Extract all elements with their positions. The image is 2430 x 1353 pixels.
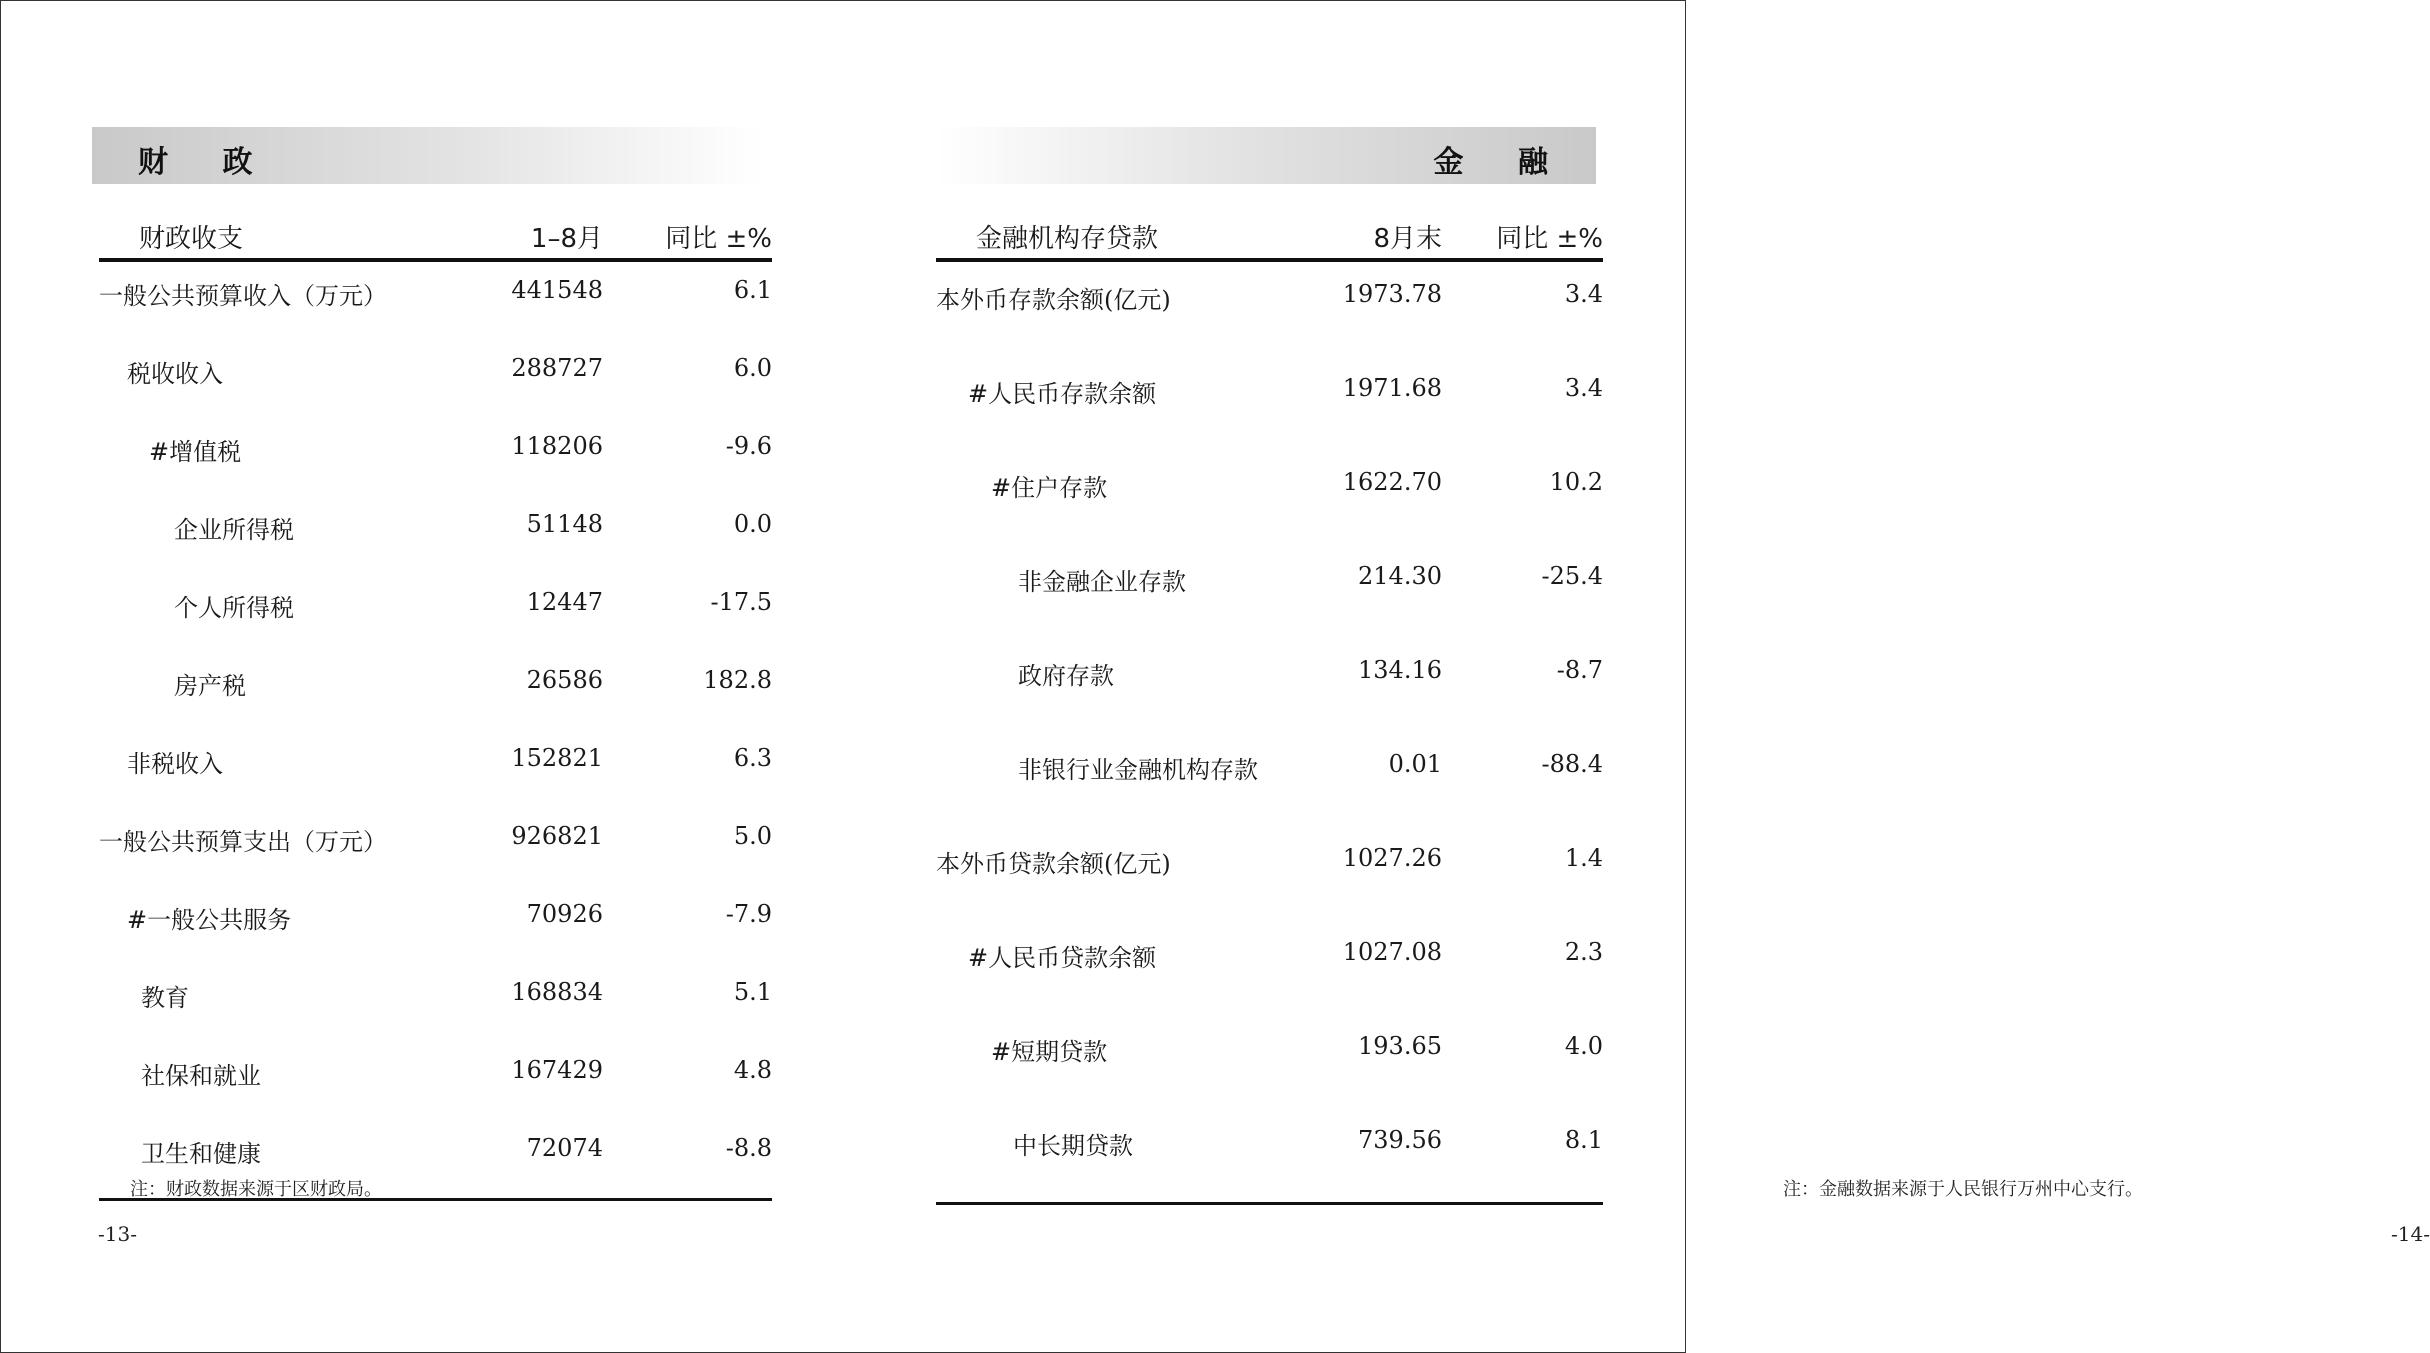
- section-banner-banking: [936, 127, 1596, 184]
- row-name: 个人所得税: [174, 594, 294, 622]
- table-row: [936, 544, 1603, 638]
- row-value: 288727: [511, 354, 603, 382]
- row-name: 中长期贷款: [1013, 1132, 1133, 1160]
- table-row: [99, 340, 772, 418]
- row-pct: 182.8: [703, 666, 772, 694]
- row-value: 12447: [526, 588, 603, 616]
- row-name: #人民币存款余额: [968, 380, 1157, 408]
- row-name: 房产税: [174, 672, 246, 700]
- row-pct: 6.3: [733, 744, 772, 772]
- row-pct: 3.4: [1564, 280, 1603, 308]
- row-value: 51148: [526, 510, 603, 538]
- table-row: [936, 262, 1603, 356]
- table-header: [936, 214, 1603, 262]
- row-value: 134.16: [1358, 656, 1442, 684]
- row-name: 政府存款: [1018, 662, 1114, 690]
- fiscal-table: [99, 214, 772, 1201]
- header-item: 金融机构存贷款: [976, 224, 1159, 254]
- table-row: [936, 920, 1603, 1014]
- table-row: [99, 730, 772, 808]
- row-pct: 4.8: [733, 1056, 772, 1084]
- row-value: 1971.68: [1342, 374, 1442, 402]
- row-value: 152821: [511, 744, 603, 772]
- row-name: 教育: [141, 984, 189, 1012]
- row-value: 167429: [511, 1056, 603, 1084]
- table-header: [99, 214, 772, 262]
- row-name: #住户存款: [991, 474, 1108, 502]
- row-pct: 0.0: [733, 510, 772, 538]
- row-pct: -17.5: [710, 588, 772, 616]
- header-yoy: 同比 ±%: [665, 224, 772, 254]
- row-pct: 5.1: [733, 978, 772, 1006]
- source-note: 注：金融数据来源于人民银行万州中心支行。: [1783, 1179, 2143, 1200]
- table-row: [936, 356, 1603, 450]
- row-pct: 5.0: [733, 822, 772, 850]
- row-name: #短期贷款: [991, 1038, 1108, 1066]
- section-banner-finance: [92, 127, 762, 184]
- table-bottom-rule: [936, 1202, 1603, 1205]
- header-period: 8月末: [1373, 224, 1442, 254]
- table-row: [99, 1042, 772, 1120]
- page-left: [0, 0, 843, 1353]
- source-note: 注：财政数据来源于区财政局。: [130, 1179, 382, 1200]
- page-number: -13-: [98, 1222, 137, 1246]
- row-value: 739.56: [1358, 1126, 1442, 1154]
- row-value: 1027.26: [1342, 844, 1442, 872]
- table-row: [99, 574, 772, 652]
- row-pct: 3.4: [1564, 374, 1603, 402]
- row-value: 26586: [526, 666, 603, 694]
- row-name: 税收收入: [127, 360, 223, 388]
- row-value: 118206: [511, 432, 603, 460]
- row-pct: -9.6: [725, 432, 772, 460]
- row-name: #增值税: [149, 438, 242, 466]
- row-name: 企业所得税: [174, 516, 294, 544]
- row-name: 社保和就业: [141, 1062, 261, 1090]
- table-row: [936, 638, 1603, 732]
- row-pct: -88.4: [1541, 750, 1603, 778]
- header-yoy: 同比 ±%: [1496, 224, 1603, 254]
- row-name: 一般公共预算收入（万元）: [99, 282, 387, 310]
- table-row: [936, 450, 1603, 544]
- page-number: -14-: [2391, 1222, 2430, 1246]
- table-row: [99, 652, 772, 730]
- table-row: [936, 1014, 1603, 1108]
- row-value: 0.01: [1388, 750, 1442, 778]
- table-row: [99, 808, 772, 886]
- row-value: 193.65: [1358, 1032, 1442, 1060]
- row-name: #人民币贷款余额: [968, 944, 1157, 972]
- table-row: [936, 732, 1603, 826]
- row-name: #一般公共服务: [127, 906, 292, 934]
- row-name: 一般公共预算支出（万元）: [99, 828, 387, 856]
- table-row: [936, 1108, 1603, 1202]
- row-value: 70926: [526, 900, 603, 928]
- row-pct: 2.3: [1564, 938, 1603, 966]
- table-row: [99, 418, 772, 496]
- row-value: 926821: [511, 822, 603, 850]
- banking-table: [936, 214, 1603, 1205]
- row-value: 168834: [511, 978, 603, 1006]
- row-value: 1027.08: [1342, 938, 1442, 966]
- row-pct: 1.4: [1564, 844, 1603, 872]
- section-title: 财 政: [138, 145, 275, 180]
- row-value: 214.30: [1358, 562, 1442, 590]
- row-value: 441548: [511, 276, 603, 304]
- row-value: 1622.70: [1342, 468, 1442, 496]
- row-pct: 6.1: [733, 276, 772, 304]
- row-pct: -8.8: [725, 1134, 772, 1162]
- row-value: 72074: [526, 1134, 603, 1162]
- row-value: 1973.78: [1342, 280, 1442, 308]
- row-pct: 8.1: [1564, 1126, 1603, 1154]
- table-row: [936, 826, 1603, 920]
- table-row: [99, 262, 772, 340]
- row-name: 非银行业金融机构存款: [1018, 756, 1258, 784]
- row-pct: 4.0: [1564, 1032, 1603, 1060]
- row-name: 卫生和健康: [141, 1140, 261, 1168]
- row-pct: -25.4: [1541, 562, 1603, 590]
- row-pct: -7.9: [725, 900, 772, 928]
- table-row: [99, 886, 772, 964]
- row-pct: 10.2: [1549, 468, 1603, 496]
- row-pct: -8.7: [1556, 656, 1603, 684]
- row-name: 本外币贷款余额(亿元): [936, 850, 1171, 878]
- row-name: 非金融企业存款: [1018, 568, 1186, 596]
- table-row: [99, 496, 772, 574]
- table-row: [99, 964, 772, 1042]
- row-name: 本外币存款余额(亿元): [936, 286, 1171, 314]
- row-name: 非税收入: [127, 750, 223, 778]
- header-item: 财政收支: [139, 224, 244, 254]
- page-right: [843, 0, 2430, 1353]
- row-pct: 6.0: [733, 354, 772, 382]
- section-title: 金 融: [1433, 145, 1570, 180]
- header-period: 1–8月: [530, 224, 603, 254]
